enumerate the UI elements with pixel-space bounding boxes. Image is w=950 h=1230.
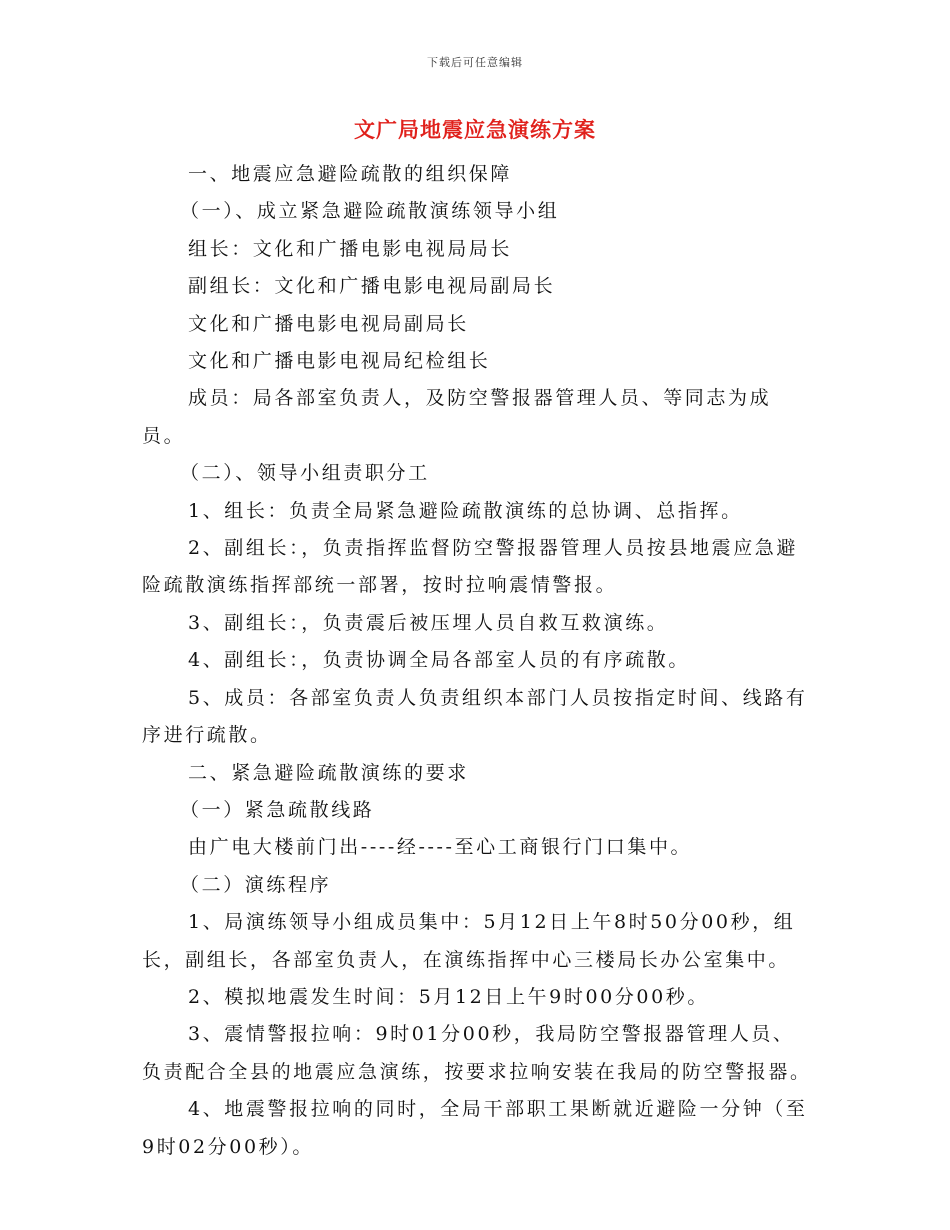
section-heading: 一、地震应急避险疏散的组织保障 xyxy=(188,163,513,185)
paragraph: 5、成员：各部室负责人负责组织本部门人员按指定时间、线路有序进行疏散。 xyxy=(142,686,808,747)
paragraph: 4、副组长：，负责协调全局各部室人员的有序疏散。 xyxy=(188,649,690,672)
subsection-heading: （一）、成立紧急避险疏散演练领导小组 xyxy=(180,200,560,223)
paragraph: 4、地震警报拉响的同时，全局干部职工果断就近避险一分钟（至9时02分00秒）。 xyxy=(142,1098,808,1158)
subsection-heading: （一）紧急疏散线路 xyxy=(180,798,375,821)
document-title: 文广局地震应急演练方案 xyxy=(354,118,596,142)
paragraph: 2、副组长：，负责指挥监督防空警报器管理人员按县地震应急避险疏散演练指挥部统一部署，按时拉响震情警报。 xyxy=(142,537,798,597)
paragraph: 成员：局各部室负责人，及防空警报器管理人员、等同志为成员。 xyxy=(142,387,772,447)
subsection-heading: （二）、领导小组责职分工 xyxy=(180,462,430,485)
paragraph: 1、局演练领导小组成员集中：5月12日上午8时50分00秒，组长，副组长，各部室负责人，在演练指挥中心三楼局长办公室集中。 xyxy=(142,911,796,971)
paragraph: 文化和广播电影电视局副局长 xyxy=(188,312,469,335)
subsection-heading: （二）演练程序 xyxy=(180,873,332,896)
paragraph: 副组长：文化和广播电影电视局副局长 xyxy=(188,275,556,298)
paragraph: 由广电大楼前门出----经----至心工商银行门口集中。 xyxy=(188,836,693,859)
paragraph: 组长：文化和广播电影电视局局长 xyxy=(188,237,513,260)
paragraph: 3、副组长：，负责震后被压埋人员自救互救演练。 xyxy=(188,611,669,634)
paragraph: 1、组长：负责全局紧急避险疏散演练的总协调、总指挥。 xyxy=(188,499,743,522)
document-body xyxy=(142,156,812,1166)
header-note: 下载后可任意编辑 xyxy=(427,56,523,69)
section-heading: 二、紧急避险疏散演练的要求 xyxy=(188,761,469,784)
paragraph: 文化和广播电影电视局纪检组长 xyxy=(188,350,491,373)
paragraph: 3、震情警报拉响：9时01分00秒，我局防空警报器管理人员、负责配合全县的地震应急演练，按要求拉响安装在我局的防空警报器。 xyxy=(142,1023,812,1083)
paragraph: 2、模拟地震发生时间：5月12日上午9时00分00秒。 xyxy=(188,985,709,1008)
